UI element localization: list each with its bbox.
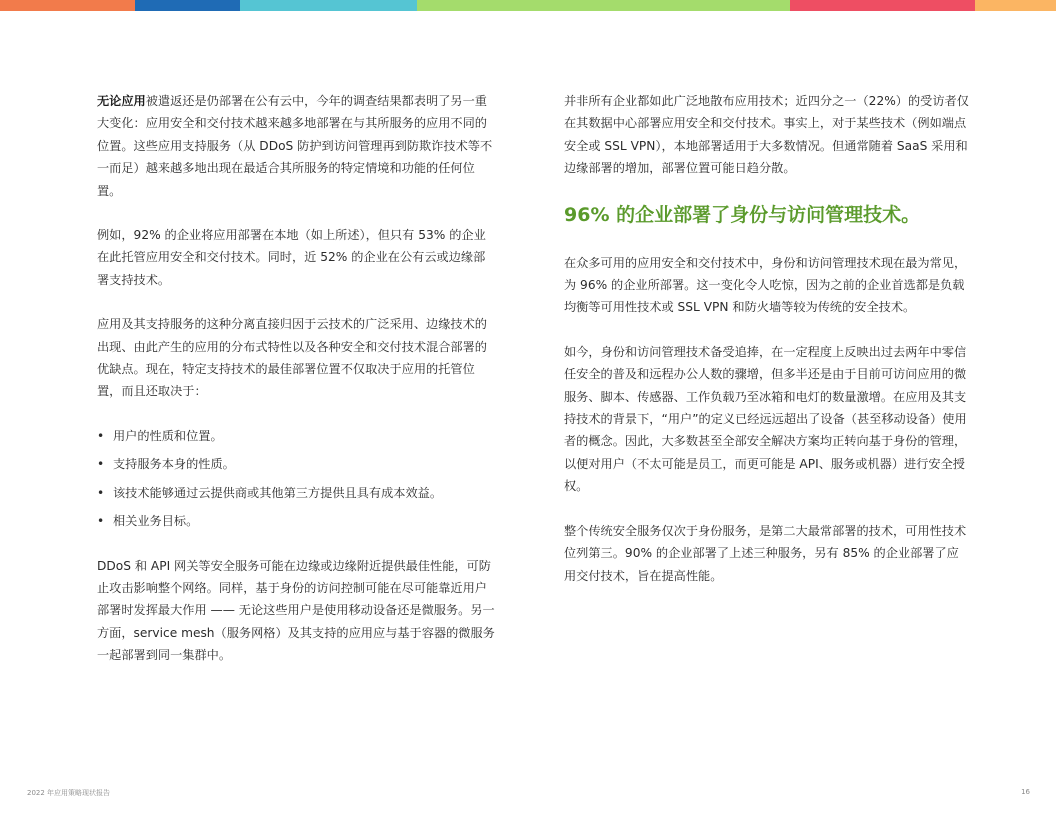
footer-report-title: 2022 年应用策略现状报告	[27, 789, 111, 797]
paragraph: 例如，92% 的企业将应用部署在本地（如上所述），但只有 53% 的企业在此托管应用安全和交付技术。同时，近 52% 的企业在公有云或边缘部署支持技术。	[97, 228, 486, 287]
bullet-item: • 支持服务本身的性质。	[97, 453, 495, 475]
paragraph: 如今，身份和访问管理技术备受追捧，在一定程度上反映出过去两年中零信任安全的普及和远程办公人数的骤增，但多半还是由于目前可访问应用的微服务、脚本、传感器、工作负载乃至冰箱和电灯的数量激增。在应用及其支持技术的背景下，“用户”的定义已经远远超出了设备（甚至移动设备）使用者的概念。因此，大多数甚至全部安全解决方案均正转向基于身份的管理，以便对用户（不太可能是员工，而更可能是 API、服务或机器）进行安全授权。	[564, 344, 967, 494]
paragraph: 应用及其支持服务的这种分离直接归因于云技术的广泛采用、边缘技术的出现、由此产生的应用的分布式特性以及各种安全和交付技术混合部署的优缺点。现在，特定支持技术的最佳部署位置不仅取决于应用的托管位置，而且还取决于：	[97, 317, 487, 399]
color-segment-green	[417, 0, 790, 11]
color-segment-cyan	[240, 0, 417, 11]
bullet-item: • 相关业务目标。	[97, 510, 495, 532]
paragraph-text: 被遣返还是仍部署在公有云中，今年的调查结果都表明了另一重大变化：应用安全和交付技术越来越多地部署在与其所服务的应用不同的位置。这些应用支持服务（从 DDoS 防护到访问管理再到防欺诈技术等不一而足）越来越多地出现在最适合其所服务的特定情境和功能的任何位置。	[97, 94, 493, 198]
color-segment-orange	[0, 0, 135, 11]
right-column	[564, 90, 969, 609]
paragraph: DDoS 和 API 网关等安全服务可能在边缘或边缘附近提供最佳性能，可防止攻击影响整个网络。同样，基于身份的访问控制可能在尽可能靠近用户部署时发挥最大作用 —— 无论这些用户是使用移动设备还是微服务。另一方面，service mesh（服务网格）及其支持的应用应与基于容器的微服务一起部署到同一集群中。	[97, 558, 495, 663]
bullet-list	[97, 425, 495, 533]
color-segment-red	[790, 0, 975, 11]
top-color-bar	[0, 0, 1056, 11]
lead-bold-text: 无论应用	[97, 94, 146, 108]
paragraph	[97, 90, 495, 202]
paragraph: 在众多可用的应用安全和交付技术中，身份和访问管理技术现在最为常见，为 96% 的企业所部署。这一变化令人吃惊，因为之前的企业首选都是负载均衡等可用性技术或 SSL VPN 和防火墙等较为传统的安全技术。	[564, 255, 967, 315]
paragraph: 并非所有企业都如此广泛地散布应用技术；近四分之一（22%）的受访者仅在其数据中心部署应用安全和交付技术。事实上，对于某些技术（例如端点安全或 SSL VPN），本地部署适用于大多数情况。但通常随着 SaaS 采用和边缘部署的增加，部署位置可能日趋分散。	[564, 94, 969, 176]
paragraph: 整个传统安全服务仅次于身份服务，是第二大最常部署的技术，可用性技术位列第三。90% 的企业部署了上述三种服务，另有 85% 的企业部署了应用交付技术，旨在提高性能。	[564, 523, 967, 583]
left-column	[97, 90, 495, 689]
color-segment-amber	[975, 0, 1056, 11]
bullet-item: • 用户的性质和位置。	[97, 425, 495, 447]
bullet-item: • 该技术能够通过云提供商或其他第三方提供且具有成本效益。	[97, 482, 495, 504]
color-segment-blue	[135, 0, 240, 11]
section-heading: 96% 的企业部署了身份与访问管理技术。	[564, 203, 921, 226]
page-number: 16	[1021, 788, 1030, 796]
